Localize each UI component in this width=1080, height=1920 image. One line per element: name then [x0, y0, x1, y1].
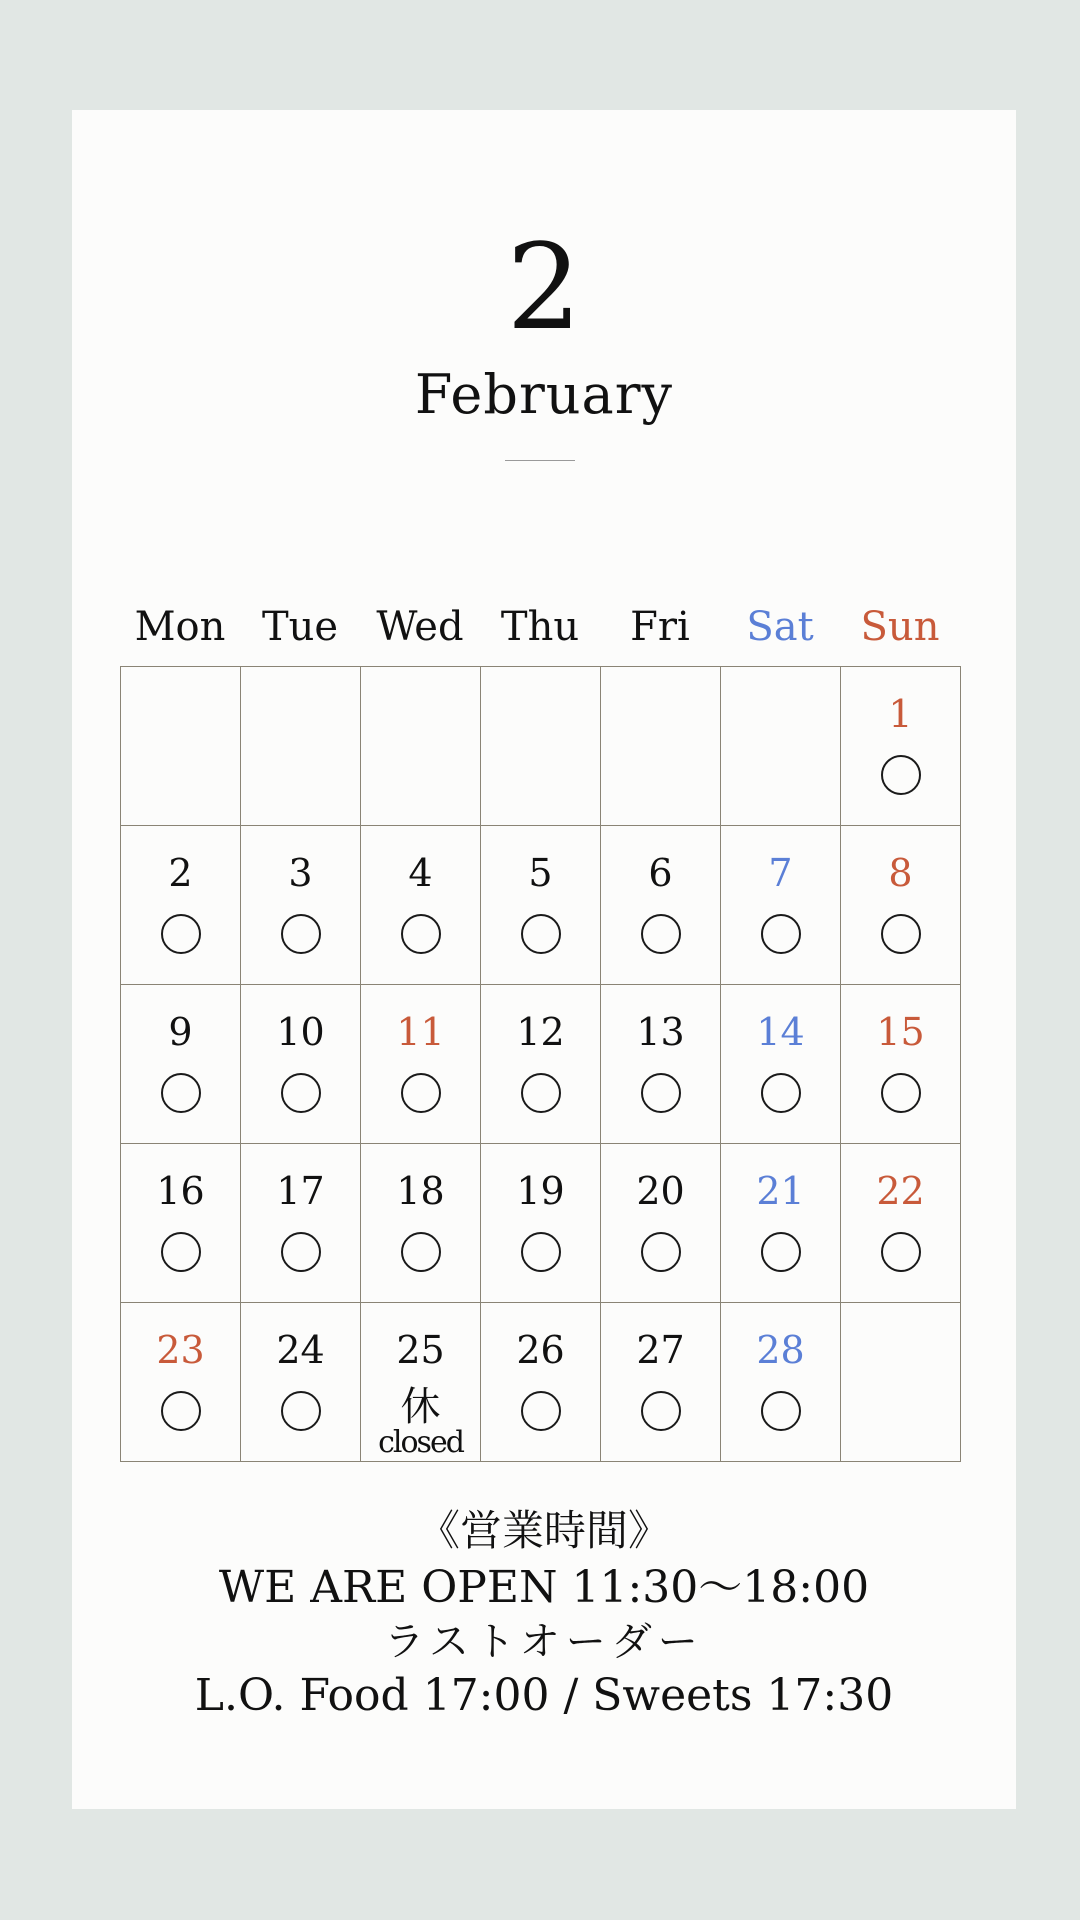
- day-number: 3: [288, 851, 313, 895]
- open-circle-icon: [281, 1391, 321, 1431]
- open-circle-icon: [641, 1391, 681, 1431]
- day-number: 28: [756, 1328, 805, 1372]
- day-cell: [721, 985, 841, 1144]
- day-number: 6: [648, 851, 673, 895]
- day-cell: [841, 985, 961, 1144]
- title-divider: [505, 460, 575, 461]
- day-cell: [361, 1144, 481, 1303]
- open-circle-icon: [761, 914, 801, 954]
- day-cell: [121, 826, 241, 985]
- open-circle-icon: [641, 914, 681, 954]
- empty-day-cell: [841, 1303, 961, 1462]
- day-cell: [241, 1144, 361, 1303]
- weekday-tue: Tue: [261, 604, 339, 650]
- weekday-sat: Sat: [746, 604, 814, 650]
- day-number: 13: [636, 1010, 685, 1054]
- day-number: 12: [516, 1010, 565, 1054]
- empty-day-cell: [241, 667, 361, 826]
- open-circle-icon: [401, 1232, 441, 1272]
- day-cell: [601, 826, 721, 985]
- day-cell: [241, 985, 361, 1144]
- day-number: 20: [636, 1169, 685, 1213]
- open-circle-icon: [881, 755, 921, 795]
- open-circle-icon: [641, 1232, 681, 1272]
- open-circle-icon: [401, 1073, 441, 1113]
- day-cell: [361, 826, 481, 985]
- open-circle-icon: [641, 1073, 681, 1113]
- day-number: 4: [408, 851, 433, 895]
- day-number: 17: [276, 1169, 325, 1213]
- day-cell: [721, 826, 841, 985]
- empty-day-cell: [121, 667, 241, 826]
- calendar-card: [72, 110, 1016, 1809]
- day-cell: [481, 985, 601, 1144]
- open-circle-icon: [281, 1232, 321, 1272]
- open-circle-icon: [881, 914, 921, 954]
- day-cell: [481, 1144, 601, 1303]
- day-cell: [361, 1303, 481, 1462]
- day-number: 24: [276, 1328, 325, 1372]
- open-circle-icon: [881, 1073, 921, 1113]
- open-circle-icon: [521, 914, 561, 954]
- day-number: 26: [516, 1328, 565, 1372]
- last-order-times: L.O. Food 17:00 / Sweets 17:30: [194, 1670, 894, 1721]
- day-cell: [601, 985, 721, 1144]
- last-order-label: ラストオーダー: [384, 1619, 704, 1665]
- day-cell: [841, 1144, 961, 1303]
- day-number: 1: [888, 692, 913, 736]
- day-number: 5: [528, 851, 553, 895]
- day-number: 15: [876, 1010, 925, 1054]
- day-number: 25: [396, 1328, 445, 1372]
- open-circle-icon: [401, 914, 441, 954]
- month-name: February: [414, 363, 674, 426]
- weekday-header: [120, 604, 960, 650]
- day-cell: [121, 1303, 241, 1462]
- day-cell: [241, 1303, 361, 1462]
- day-number: 19: [516, 1169, 565, 1213]
- open-circle-icon: [761, 1073, 801, 1113]
- open-circle-icon: [281, 914, 321, 954]
- day-cell: [721, 1144, 841, 1303]
- day-number: 9: [168, 1010, 193, 1054]
- open-circle-icon: [521, 1073, 561, 1113]
- open-circle-icon: [521, 1391, 561, 1431]
- weekday-fri: Fri: [630, 604, 690, 650]
- day-number: 16: [156, 1169, 205, 1213]
- opening-hours: WE ARE OPEN 11:30〜18:00: [218, 1562, 870, 1613]
- day-number: 10: [276, 1010, 325, 1054]
- day-cell: [601, 1303, 721, 1462]
- weekday-sun: Sun: [860, 604, 940, 650]
- empty-day-cell: [481, 667, 601, 826]
- open-circle-icon: [521, 1232, 561, 1272]
- day-cell: [601, 1144, 721, 1303]
- day-cell: [121, 985, 241, 1144]
- day-number: 14: [756, 1010, 805, 1054]
- open-circle-icon: [761, 1232, 801, 1272]
- open-circle-icon: [281, 1073, 321, 1113]
- day-number: 23: [156, 1328, 205, 1372]
- weekday-mon: Mon: [134, 604, 226, 650]
- closed-kanji: 休: [400, 1384, 441, 1430]
- weekday-thu: Thu: [500, 604, 580, 650]
- open-circle-icon: [161, 1073, 201, 1113]
- day-number: 11: [396, 1010, 445, 1054]
- day-cell: [481, 826, 601, 985]
- day-number: 21: [756, 1169, 805, 1213]
- closed-label: closed: [378, 1425, 463, 1460]
- day-number: 18: [396, 1169, 445, 1213]
- open-circle-icon: [161, 1391, 201, 1431]
- month-number: 2: [506, 218, 582, 356]
- day-cell: [121, 1144, 241, 1303]
- empty-day-cell: [601, 667, 721, 826]
- day-cell: [481, 1303, 601, 1462]
- day-cell: [841, 667, 961, 826]
- empty-day-cell: [721, 667, 841, 826]
- hours-title: 《営業時間》: [417, 1506, 670, 1555]
- weekday-wed: Wed: [376, 604, 464, 650]
- day-number: 7: [768, 851, 793, 895]
- day-number: 2: [168, 851, 193, 895]
- open-circle-icon: [161, 914, 201, 954]
- calendar-grid: [120, 666, 961, 1462]
- day-cell: [241, 826, 361, 985]
- day-cell: [361, 985, 481, 1144]
- business-hours: [72, 1506, 1016, 1730]
- empty-day-cell: [361, 667, 481, 826]
- day-number: 22: [876, 1169, 925, 1213]
- open-circle-icon: [761, 1391, 801, 1431]
- day-cell: [841, 826, 961, 985]
- open-circle-icon: [881, 1232, 921, 1272]
- day-number: 8: [888, 851, 913, 895]
- day-cell: [721, 1303, 841, 1462]
- open-circle-icon: [161, 1232, 201, 1272]
- day-number: 27: [636, 1328, 685, 1372]
